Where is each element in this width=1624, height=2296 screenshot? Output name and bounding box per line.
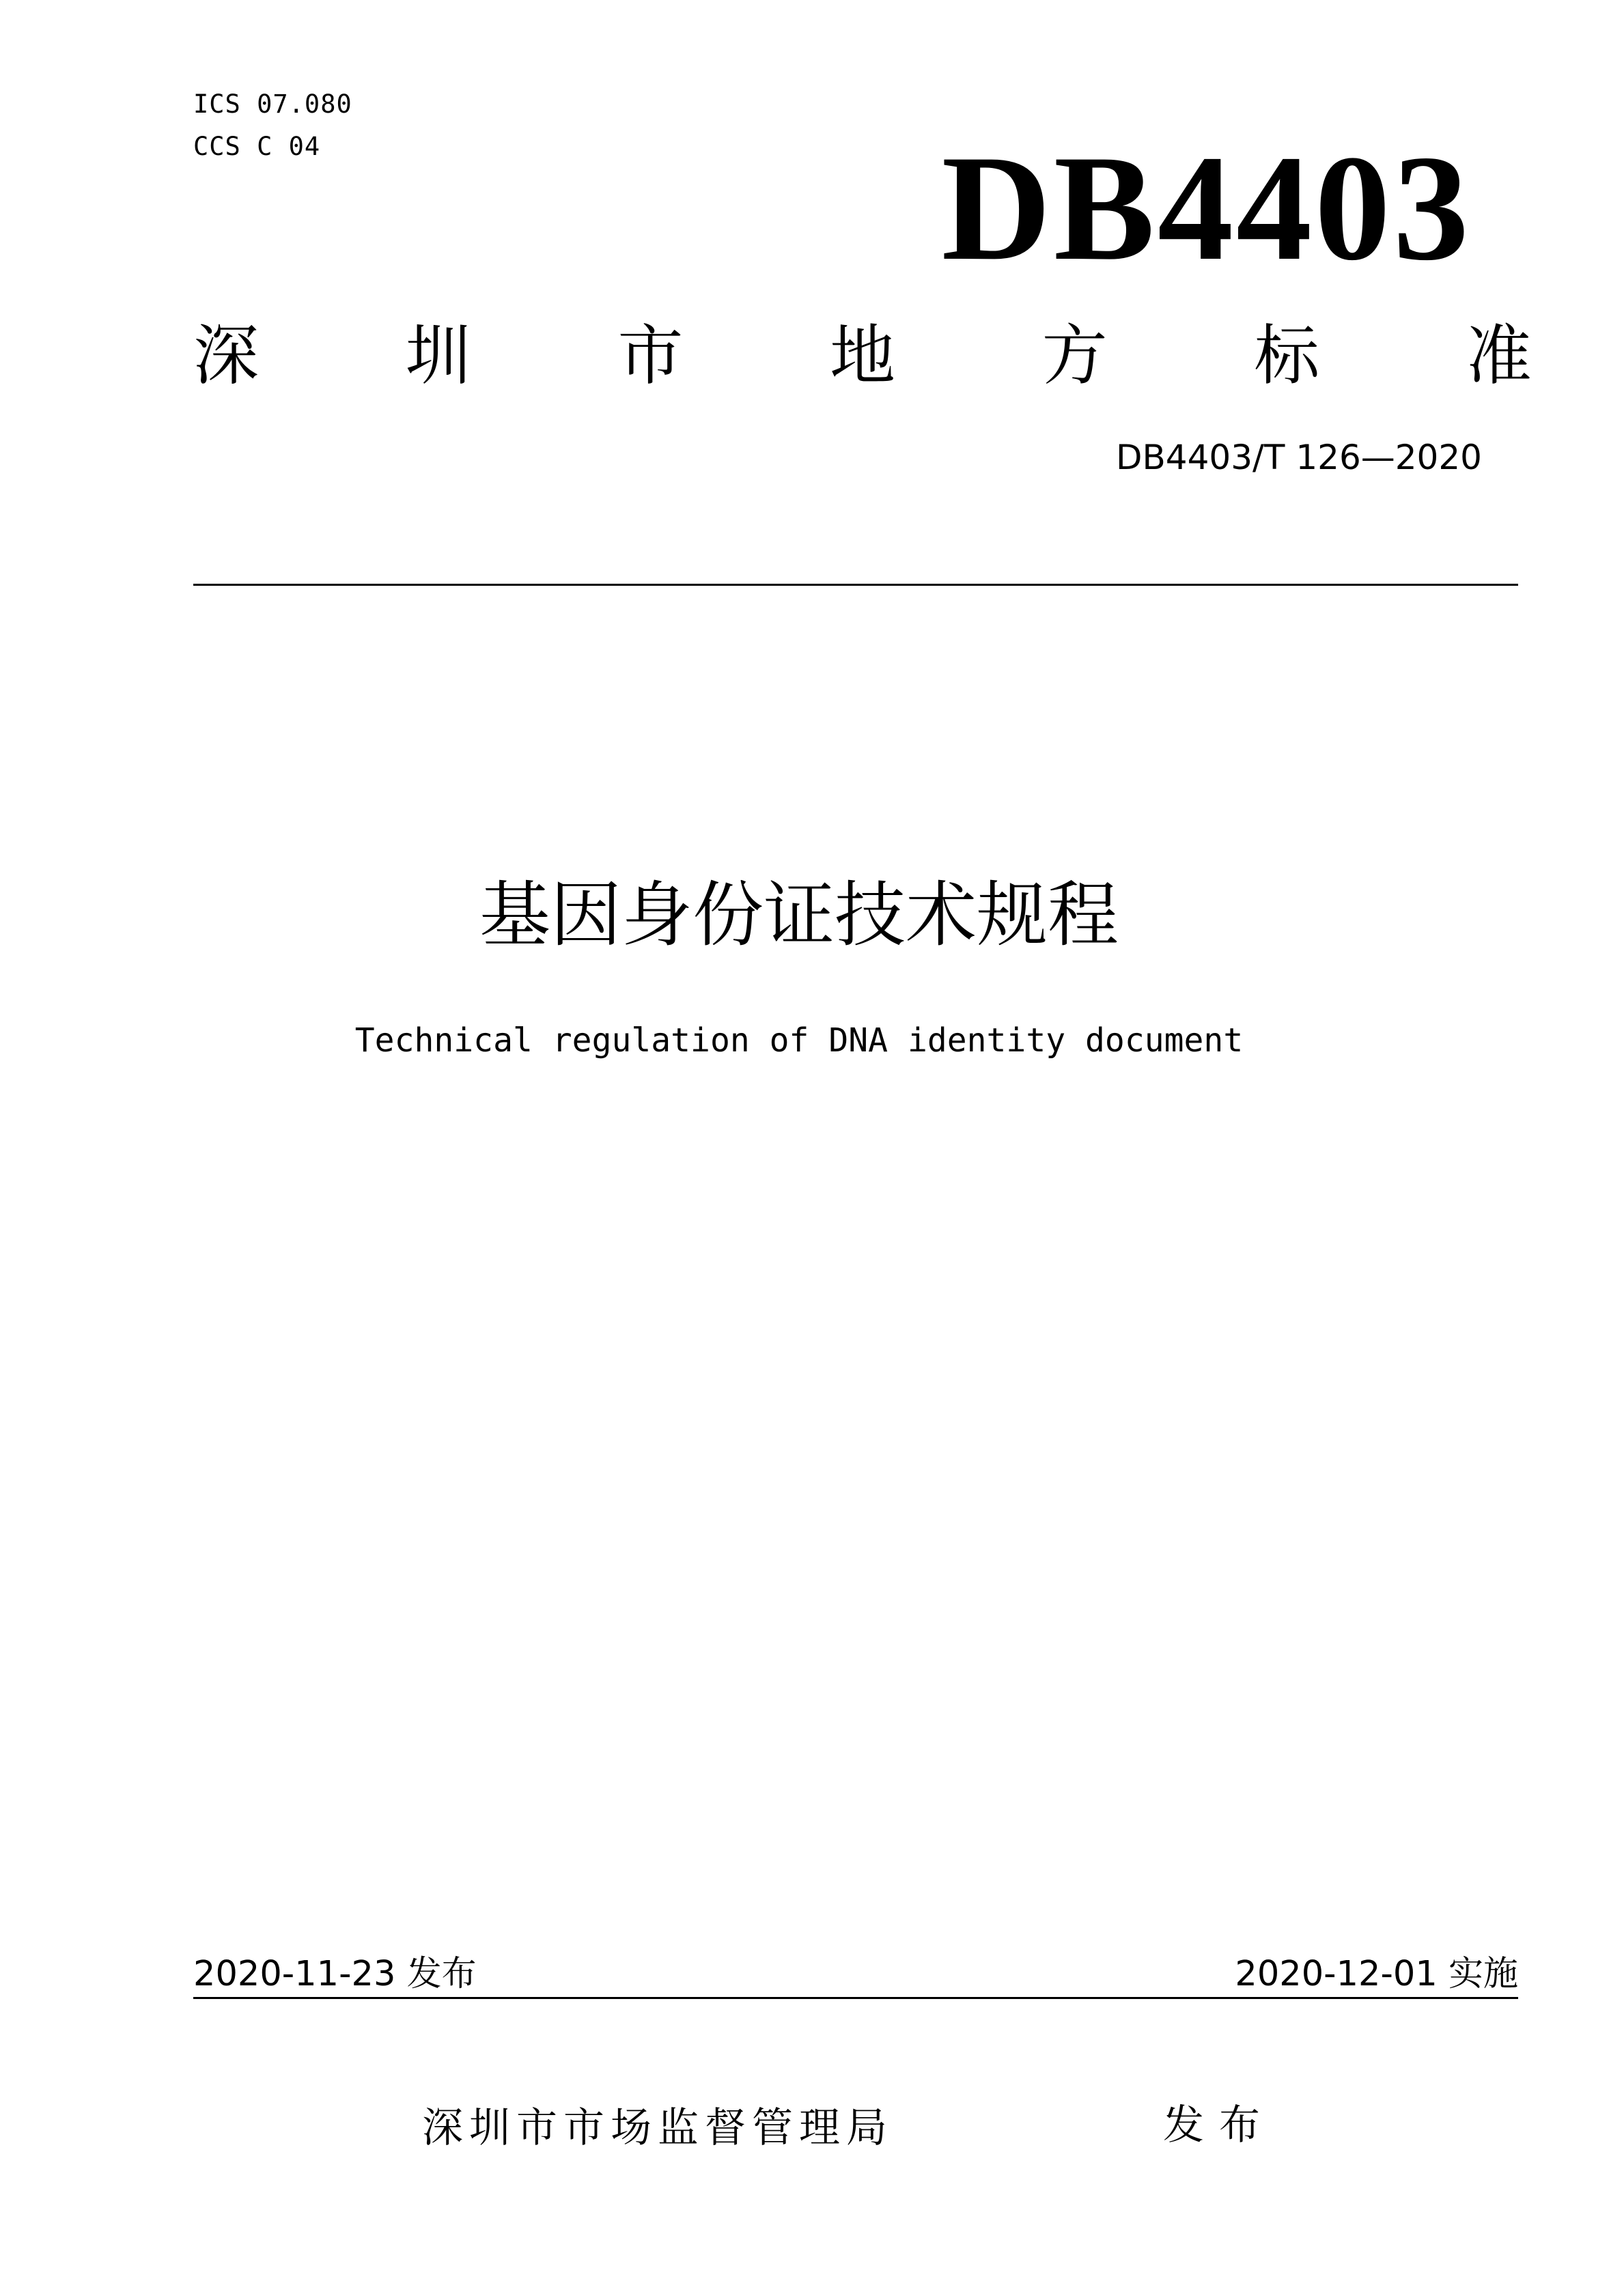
top-divider xyxy=(193,584,1518,586)
issuing-authority: 深圳市市场监督管理局 xyxy=(422,2104,893,2152)
ccs-code: CCS C 04 xyxy=(193,132,321,161)
document-title-en: Technical regulation of DNA identity document xyxy=(354,1021,1244,1060)
db-code-logo: DB4403 xyxy=(941,124,1472,292)
local-standard-heading xyxy=(193,318,1532,393)
local-standard-char: 准 xyxy=(1466,317,1532,394)
local-standard-char: 方 xyxy=(1041,317,1108,394)
local-standard-char: 地 xyxy=(829,317,895,394)
standard-number: DB4403/T 126—2020 xyxy=(1115,438,1482,477)
local-standard-char: 标 xyxy=(1254,317,1320,394)
ics-code: ICS 07.080 xyxy=(193,89,352,119)
document-title-zh: 基因身份证技术规程 xyxy=(479,873,1119,956)
publish-date: 2020-11-23 发布 xyxy=(193,1954,477,1994)
bottom-divider xyxy=(193,1997,1518,1999)
local-standard-char: 圳 xyxy=(405,317,471,394)
implement-date: 2020-12-01 实施 xyxy=(1235,1954,1518,1994)
local-standard-char: 市 xyxy=(617,317,684,394)
local-standard-char: 深 xyxy=(193,317,259,394)
issue-label: 发布 xyxy=(1163,2101,1275,2149)
classification-codes xyxy=(193,83,352,168)
